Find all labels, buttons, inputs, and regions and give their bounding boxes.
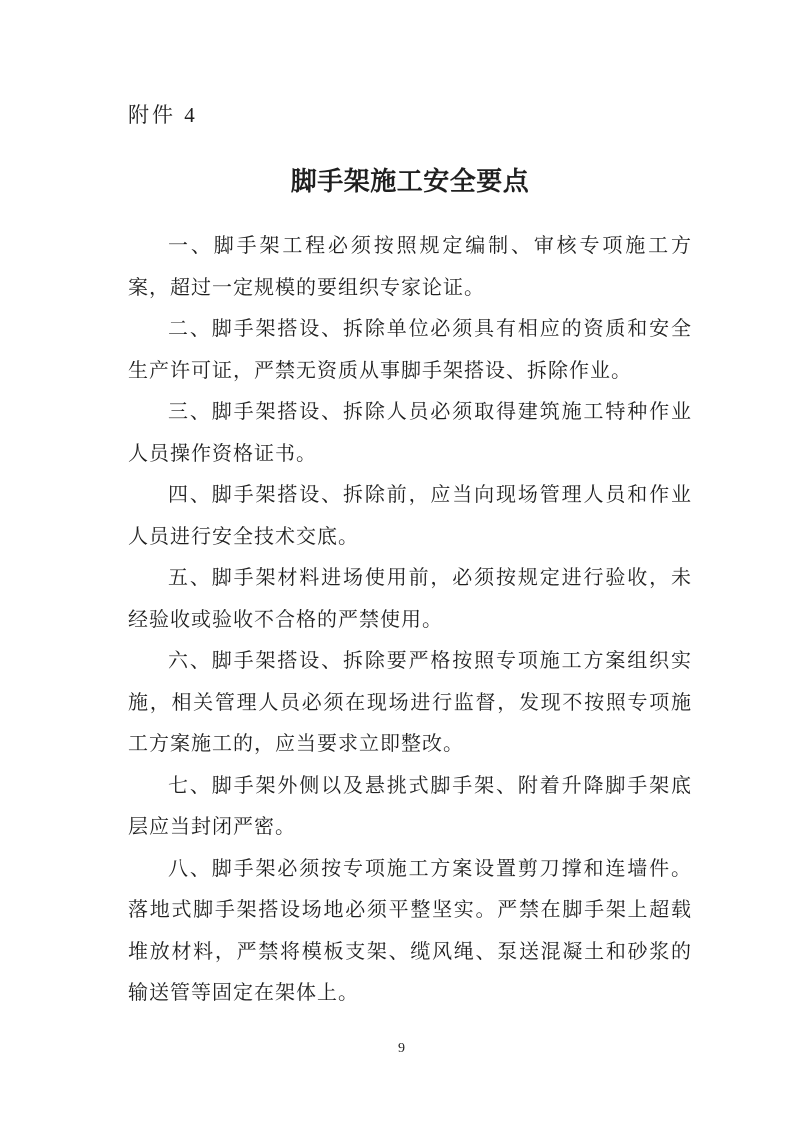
paragraph-7: 七、脚手架外侧以及悬挑式脚手架、附着升降脚手架底层应当封闭严密。	[128, 774, 692, 838]
document-title: 脚手架施工安全要点	[290, 167, 530, 197]
paragraph-6: 六、脚手架搭设、拆除要严格按照专项施工方案组织实施，相关管理人员必须在现场进行监督，发现不按照专项施工方案施工的，应当要求立即整改。	[128, 650, 692, 755]
page-number: 9	[398, 1041, 405, 1056]
paragraph-3: 三、脚手架搭设、拆除人员必须取得建筑施工特种作业人员操作资格证书。	[128, 401, 692, 465]
document-body	[128, 226, 692, 1015]
paragraph-8: 八、脚手架必须按专项施工方案设置剪刀撑和连墙件。落地式脚手架搭设场地必须平整坚实。严禁在脚手架上超载堆放材料，严禁将模板支架、缆风绳、泵送混凝土和砂浆的输送管等固定在架体上。	[128, 857, 692, 1004]
paragraph-2: 二、脚手架搭设、拆除单位必须具有相应的资质和安全生产许可证，严禁无资质从事脚手架搭设、拆除作业。	[128, 318, 692, 382]
paragraph-5: 五、脚手架材料进场使用前，必须按规定进行验收，未经验收或验收不合格的严禁使用。	[128, 567, 692, 631]
attachment-label: 附件 4	[128, 103, 198, 127]
paragraph-4: 四、脚手架搭设、拆除前，应当向现场管理人员和作业人员进行安全技术交底。	[128, 484, 692, 548]
paragraph-1: 一、脚手架工程必须按照规定编制、审核专项施工方案，超过一定规模的要组织专家论证。	[128, 235, 692, 299]
